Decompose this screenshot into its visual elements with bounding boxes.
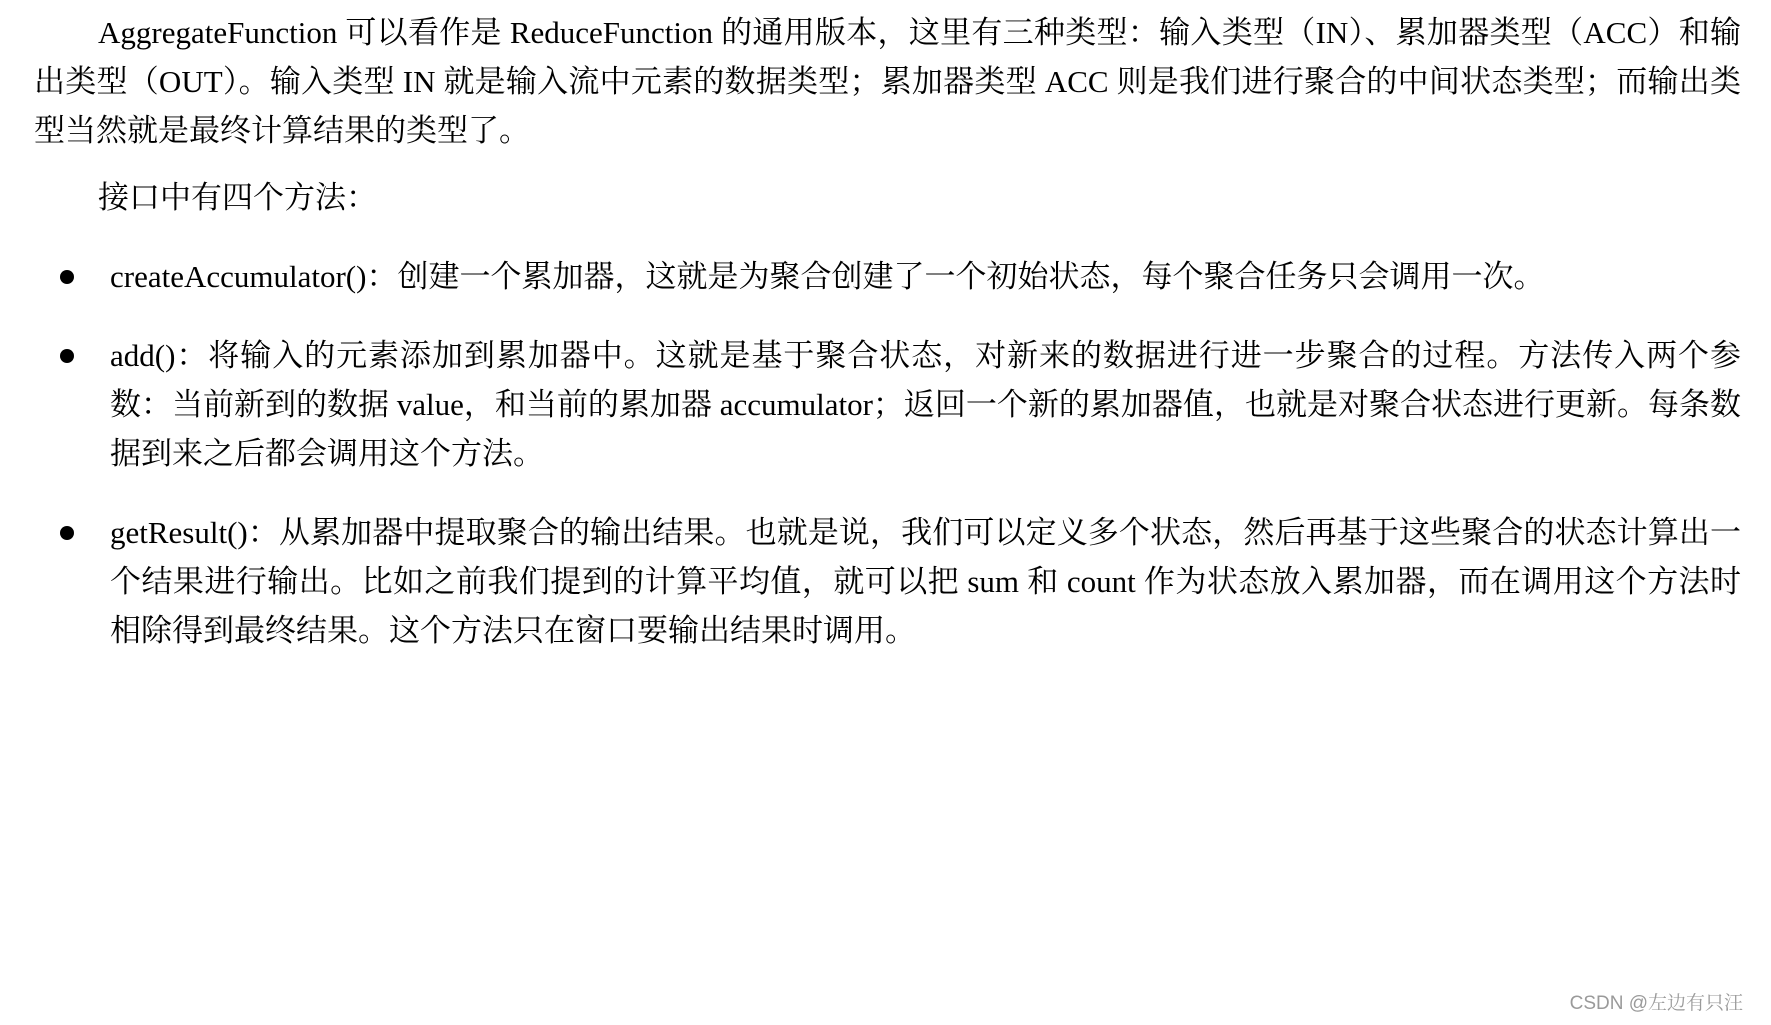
list-item [34, 331, 1741, 478]
bullet-dot-icon [60, 270, 74, 284]
list-item-text: add()：将输入的元素添加到累加器中。这就是基于聚合状态，对新来的数据进行进一步聚合的过程。方法传入两个参数：当前新到的数据 value，和当前的累加器 accumulator；返回一个新的累加器值，也就是对聚合状态进行更新。每条数据到来之后都会调用这个方法。 [110, 338, 1741, 471]
list-item-text: getResult()：从累加器中提取聚合的输出结果。也就是说，我们可以定义多个状态，然后再基于这些聚合的状态计算出一个结果进行输出。比如之前我们提到的计算平均值，就可以把 sum 和 count 作为状态放入累加器，而在调用这个方法时相除得到最终结果。这个方法只在窗口要输出结果时调用。 [110, 515, 1741, 648]
method-list [34, 252, 1741, 655]
list-item [34, 252, 1741, 301]
bullet-dot-icon [60, 526, 74, 540]
watermark: CSDN @左边有只汪 [1569, 993, 1743, 1014]
list-item-text: createAccumulator()：创建一个累加器，这就是为聚合创建了一个初始状态，每个聚合任务只会调用一次。 [110, 259, 1545, 294]
paragraph-methods-lead: 接口中有四个方法： [98, 180, 377, 215]
bullet-dot-icon [60, 349, 74, 363]
list-item [34, 508, 1741, 655]
paragraph-intro: AggregateFunction 可以看作是 ReduceFunction 的通用版本，这里有三种类型：输入类型（IN）、累加器类型（ACC）和输出类型（OUT）。输入类型 IN 就是输入流中元素的数据类型；累加器类型 ACC 则是我们进行聚合的中间状态类型；而输出类型当然就是最终计算结果的类型了。 [34, 15, 1741, 148]
